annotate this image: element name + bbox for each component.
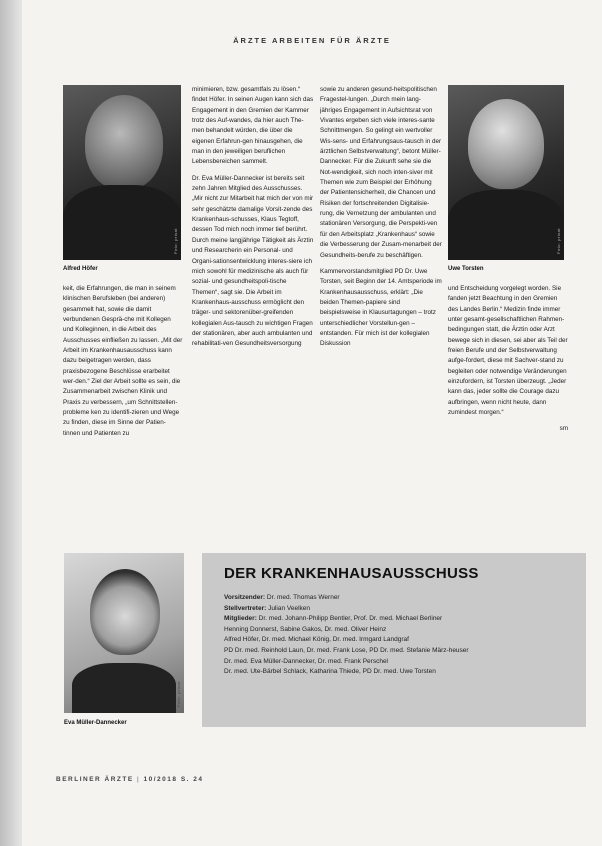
- text-column-1: [63, 284, 183, 546]
- line-text: Dr. med. Ute-Bärbel Schlack, Katharina Thiede, PD Dr. med. Uwe Torsten: [224, 668, 436, 676]
- committee-line: [224, 657, 579, 668]
- committee-lines: [224, 593, 579, 678]
- committee-line: [224, 635, 579, 646]
- caption-eva-mueller-dannecker: Eva Müller-Dannecker: [64, 720, 127, 726]
- committee-box: [202, 553, 586, 727]
- paragraph: Kammervorstandsmitglied PD Dr. Uwe Torsten, seit Beginn der 14. Amtsperiode im Krankenhausausschuss, erklärt: „Die beiden Themen-papiere sind beispielsweise in Klausurtagungen – trotz unterschiedlicher Vorstellun-gen – entstanden. Für mich ist der kollegialen Diskussion: [320, 267, 442, 348]
- issue-number: 10/2018 S. 24: [143, 776, 204, 783]
- line-text: Julian Veelken: [266, 604, 311, 612]
- text-column-2: [192, 85, 314, 547]
- running-head: ÄRZTE ARBEITEN FÜR ÄRZTE: [233, 36, 391, 45]
- photo-credit: Foto: privat: [556, 227, 561, 254]
- photo-uwe-torsten: [448, 85, 564, 260]
- page-fold: [0, 0, 22, 846]
- line-text: Dr. med. Eva Müller-Dannecker, Dr. med. Frank Perschel: [224, 657, 389, 665]
- paragraph: keit, die Erfahrungen, die man in seinem klinischen Berufsleben (bei anderen) gesammelt hat, sowie die damit verbundenen Gesprä-che mit Kollegen und Kolleginnen, in die Arbeit des Ausschusses einfließen zu lassen. „Mit der Arbeit im Krankenhausausschuss kann dazu beigetragen werden, dass praxisbezogene Beschlüsse erarbeitet wer-den.“ Ziel der Arbeit sollte es sein, die Zusammenarbeit zwischen Klinik und Praxis zu verbessern, „um Schnittstellen-probleme ken zu identifi-zieren und Wege zu finden, diese im Sinne der Patien-tinnen und Patienten zu: [63, 285, 183, 437]
- magazine-name: BERLINER ÄRZTE: [56, 776, 134, 783]
- committee-line: [224, 625, 579, 636]
- paragraph: und Entscheidung vorgelegt worden. Sie fanden jetzt Beachtung in den Gremien des Landes Berlin.“ Medizin finde immer unter gesamt-gesellschaftlichen Rahmen-bedingungen statt, die Ärztin oder Arzt bewege sich in diesen, sei aber als Teil der freien Berufe und der Selbstverwaltung aufge-fordert, diese mit Sachver-stand zu begleiten oder notwendige Veränderungen einzufordern, ist Torsten überzeugt. „Jeder kann das, jeder sollte die Courage dazu aufbringen, wenn nicht heute, dann zumindest morgen.“: [448, 285, 568, 417]
- caption-alfred-hoefer: Alfred Höfer: [63, 266, 98, 272]
- committee-line: [224, 614, 579, 625]
- photo-alfred-hoefer: [63, 85, 181, 260]
- photo-credit: Foto: privat: [173, 227, 178, 254]
- footer-separator: |: [137, 776, 144, 783]
- committee-line: [224, 604, 579, 615]
- line-text: PD Dr. med. Reinhold Laun, Dr. med. Frank Lose, PD Dr. med. Stefanie März-heuser: [224, 646, 469, 654]
- committee-title: DER KRANKENHAUSAUSSCHUSS: [224, 565, 479, 582]
- paragraph: sowie zu anderen gesund-heitspolitischen Fragestel-lungen. „Durch mein lang-jähriges Engagement in Aufsichtsrat von Vivantes ergeben sich viele interes-sante Schnittmengen. So gelingt ein wertvoller Wis-sens- und Erfahrungsaus-tausch in der ärztlichen Selbstverwaltung“, betont Müller-Dannecker. Für die Zukunft sehe sie die Not-wendigkeit, sich noch inten-siver mit Themen wie zum Beispiel der Erhöhung der Patientensicherheit, die Chancen und Risiken der fortschreitenden Digitalisie-rung, die Vernetzung der ambulanten und stationären Versorgung, die Perspekti-ven für den Arbeitsplatz „Krankenhaus“ sowie die Verbesserung der Zusam-menarbeit der Gesundheits-berufe zu beschäftigen.: [320, 86, 442, 259]
- line-text: Dr. med. Thomas Werner: [265, 594, 340, 601]
- caption-uwe-torsten: Uwe Torsten: [448, 266, 484, 272]
- text-column-4: [448, 284, 568, 546]
- committee-line: [224, 593, 579, 604]
- paragraph: minimieren, bzw. gesamtfals zu lösen.“ findet Höfer. In seinen Augen kann sich das Engagement in den Gremien der Kammer trotz des Auf-wandes, da hier auch The-men behandelt würden, die über die eigenen Erfahrun-gen hinausgehen, die man in den jeweiligen beruflichen Lebensbereichen sammelt.: [192, 86, 314, 166]
- magazine-page: [22, 0, 602, 846]
- author-initials: sm: [559, 425, 568, 433]
- photo-credit: Foto: privat: [176, 680, 181, 707]
- text-column-3: [320, 85, 442, 547]
- line-text: Henning Donnerst, Sabine Gakos, Dr. med. Oliver Heinz: [224, 625, 387, 633]
- line-text: Alfred Höfer, Dr. med. Michael König, Dr. med. Irmgard Landgraf: [224, 636, 409, 644]
- committee-line: [224, 667, 579, 678]
- line-label: Mitglieder:: [224, 615, 257, 623]
- line-text: Dr. med. Johann-Philipp Bentler, Prof. Dr. med. Michael Berliner: [256, 615, 443, 623]
- photo-eva-mueller-dannecker: [64, 553, 184, 713]
- paragraph: Dr. Eva Müller-Dannecker ist bereits seit zehn Jahren Mitglied des Ausschusses. „Mir nicht zur Mitarbeit hat mich der von mir sehr geschätzte damalige Vorsit-zende des Krankenhaus-schusses, Klaus Tegtoff, dessen Tod mich noch immer tief berührt. Durch meine langjährige Tätigkeit als Ärztin und Researcherin ein Personal- und Organi-sationsentwicklung interes-siere ich mich sowohl für medizinische als auch für sozial- und gesundheitspoli-tische Themen“, sagt sie. Die Arbeit im Krankenhaus-ausschuss ermöglicht den träger- und sektorenüber-greifenden kollegialen Aus-tausch zu wichtigen Fragen der stationären, aber auch ambulanten und rehabilitati-ven Gesundheitsversorgung: [192, 174, 314, 348]
- line-label: Stellvertreter:: [224, 604, 267, 612]
- page-footer: [56, 776, 204, 783]
- committee-line: [224, 646, 579, 657]
- line-label: Vorsitzender:: [224, 594, 266, 601]
